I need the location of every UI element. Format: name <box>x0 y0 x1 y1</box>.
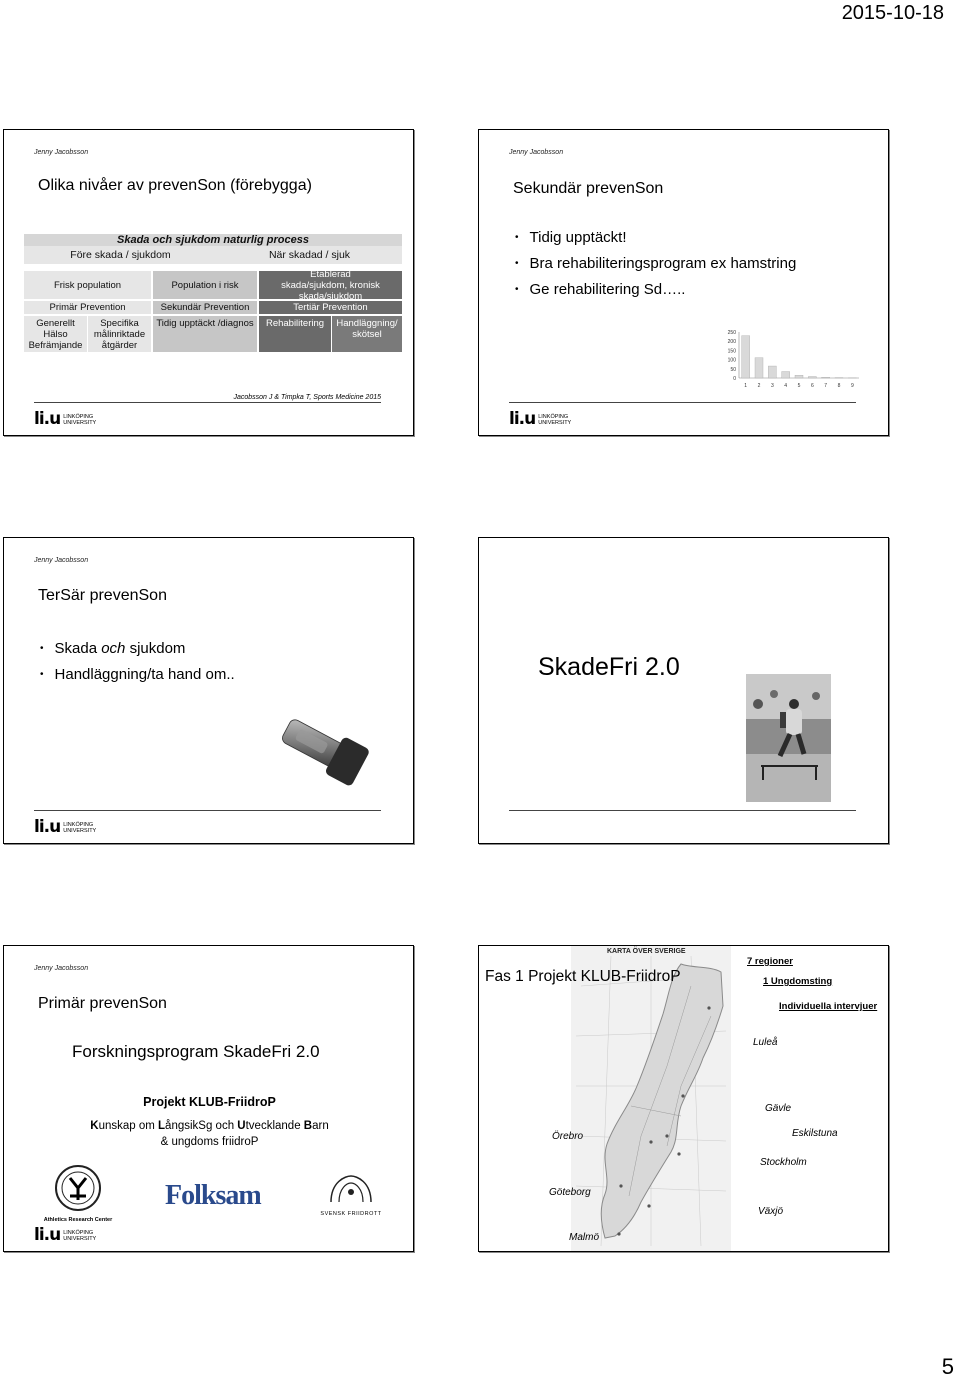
svff-logo-text: SVENSK FRIIDROTT <box>320 1211 382 1217</box>
x-tick-label: 6 <box>810 383 814 389</box>
bar <box>808 377 816 378</box>
city-label-orebro: Örebro <box>552 1131 584 1142</box>
liu-logo-text: UNIVERSITY <box>538 420 572 426</box>
bullet-text: Skada <box>54 640 102 657</box>
y-tick-label: 0 <box>733 376 736 382</box>
liu-logo <box>509 411 571 427</box>
desc-text: unskap om <box>98 1120 159 1132</box>
bar <box>755 358 763 378</box>
city-label-stockholm: Stockholm <box>760 1157 807 1168</box>
slide-author: Jenny Jacobsson <box>509 149 564 156</box>
slide-tertiary-prevention <box>3 537 414 844</box>
footer-line <box>509 810 856 811</box>
svff-emblem-icon <box>325 1172 377 1206</box>
x-tick-label: 3 <box>770 383 774 389</box>
x-tick-label: 1 <box>744 383 748 389</box>
bullet-item: • Tidig upptäckt! <box>515 226 796 252</box>
cell-rehabilitation: Rehabilitering <box>259 316 331 352</box>
cell-healthy-population: Frisk population <box>24 271 151 299</box>
desc-letter: B <box>303 1120 313 1132</box>
footer-line <box>34 402 381 403</box>
slide-title: Olika nivåer av prevenSon (förebygga) <box>38 177 312 194</box>
slide-title: Primär prevenSon <box>38 995 167 1012</box>
x-tick-label: 4 <box>784 383 788 389</box>
cell-early-detection: Tidig upptäckt /diagnos <box>153 316 257 352</box>
slide-secondary-prevention <box>478 129 889 436</box>
folksam-logo: Folksam <box>165 1180 261 1211</box>
cell-established-injury: Etablerad skada/sjukdom, kronisk skada/sjukdom <box>259 271 402 299</box>
project-description <box>4 1118 414 1150</box>
desc-text: ångsikSg och <box>165 1120 238 1132</box>
liu-logo-text: LINKÖPING <box>63 414 94 420</box>
desc-letter: L <box>158 1120 166 1132</box>
x-tick-label: 7 <box>824 383 828 389</box>
project-title: Projekt KLUB-FriidroP <box>143 1095 276 1109</box>
map-title: KARTA ÖVER SVERIGE <box>607 948 686 955</box>
bullet-item: • Bra rehabiliteringsprogram ex hamstring <box>515 252 796 278</box>
page-number: 5 <box>941 1354 954 1379</box>
cell-general-health: Generellt Hälso Befrämjande <box>24 316 87 352</box>
desc-letter: K <box>90 1120 99 1132</box>
slide-phase1-klub <box>478 945 889 1252</box>
liu-logo-mark: li.u <box>509 409 536 429</box>
liu-logo-text: LINKÖPING <box>538 414 569 420</box>
bar <box>742 336 750 378</box>
desc-text: arn <box>312 1120 329 1132</box>
liu-logo <box>34 411 96 427</box>
liu-logo-mark: li.u <box>34 409 61 429</box>
city-label-vaxjo: Växjö <box>758 1206 784 1217</box>
slide-primary-prevention <box>3 945 414 1252</box>
slide-prevention-levels <box>3 129 414 436</box>
arc-seal-icon <box>52 1164 104 1212</box>
desc-text: & ungdoms friidroP <box>160 1136 259 1148</box>
desc-text: tvecklande <box>245 1120 304 1132</box>
liu-logo-text: UNIVERSITY <box>63 1236 97 1242</box>
liu-logo-text: UNIVERSITY <box>63 828 97 834</box>
liu-logo-mark: li.u <box>34 1225 61 1245</box>
cell-management: Handläggning/ skötsel <box>332 316 402 352</box>
injury-bar-chart <box>719 326 869 396</box>
slide-author: Jenny Jacobsson <box>34 965 89 972</box>
liu-logo-text: UNIVERSITY <box>63 420 97 426</box>
athletics-research-center-logo <box>40 1164 116 1223</box>
bullet-emphasis: och <box>101 640 126 657</box>
bar <box>795 375 803 378</box>
liu-logo-mark: li.u <box>34 817 61 837</box>
liu-logo-text: LINKÖPING <box>63 1230 94 1236</box>
y-tick-label: 250 <box>727 330 736 336</box>
season-note: 1 Ungdomsting <box>763 976 833 987</box>
city-label-goteborg: Göteborg <box>549 1187 591 1198</box>
cell-specific-measures: Specifika målinriktade åtgärder <box>88 316 151 352</box>
slide-author: Jenny Jacobsson <box>34 149 89 156</box>
x-tick-label: 2 <box>757 383 761 389</box>
y-tick-label: 100 <box>727 357 736 364</box>
bullet-text: sjukdom <box>125 640 186 657</box>
bar <box>768 366 776 378</box>
y-tick-label: 200 <box>727 339 736 346</box>
liu-logo <box>34 819 96 835</box>
bar <box>822 377 830 378</box>
desc-letter: U <box>237 1120 246 1132</box>
cell-when-injured: När skadad / sjuk <box>217 246 402 264</box>
prevention-level-table <box>24 234 402 352</box>
interviews-note: Individuella intervjuer <box>779 1001 878 1012</box>
svensk-friidrott-logo <box>316 1172 386 1217</box>
page-date: 2015-10-18 <box>841 2 944 24</box>
city-label-lulea: Luleå <box>753 1037 778 1048</box>
liu-logo <box>34 1227 96 1243</box>
cell-before-injury: Före skada / sjukdom <box>24 246 217 264</box>
slide-title: Fas 1 Projekt KLUB-FriidroP <box>485 968 681 985</box>
footer-line <box>509 402 856 403</box>
inhaler-image <box>272 708 382 798</box>
table-header: Skada och sjukdom naturlig process <box>24 234 402 246</box>
liu-logo-text: LINKÖPING <box>63 822 94 828</box>
x-tick-label: 8 <box>837 383 841 389</box>
slide-skadefri <box>478 537 889 844</box>
city-label-malmo: Malmö <box>569 1232 600 1243</box>
x-tick-label: 9 <box>850 383 854 389</box>
bullet-item: • Handläggning/ta hand om.. <box>40 663 235 689</box>
y-tick-label: 150 <box>727 348 736 355</box>
city-label-eskilstuna: Eskilstuna <box>792 1128 838 1139</box>
bullet-item <box>40 637 235 663</box>
footer-line <box>34 810 381 811</box>
bullet-list <box>515 226 796 304</box>
arc-logo-text: Athletics Research Center <box>43 1217 113 1223</box>
slide-title: TerSär prevenSon <box>38 587 167 604</box>
sweden-map <box>571 946 731 1252</box>
slide-title: Sekundär prevenSon <box>513 180 664 197</box>
y-tick-label: 50 <box>730 366 736 373</box>
bullet-list <box>40 637 235 689</box>
x-tick-label: 5 <box>797 383 801 389</box>
cell-risk-population: Population i risk <box>153 271 257 299</box>
slide-author: Jenny Jacobsson <box>34 557 89 564</box>
athlete-photo <box>746 674 831 802</box>
regions-note: 7 regioner <box>747 956 793 967</box>
bar <box>782 372 790 378</box>
slide-reference: Jacobsson J & Timpka T, Sports Medicine 2015 <box>233 394 381 401</box>
cell-tertiary-prevention: Tertiär Prevention <box>259 301 402 314</box>
slide-title: SkadeFri 2.0 <box>538 653 680 681</box>
cell-primary-prevention: Primär Prevention <box>24 301 151 314</box>
bullet-item: • Ge rehabilitering Sd….. <box>515 278 796 304</box>
city-label-gavle: Gävle <box>765 1103 792 1114</box>
cell-secondary-prevention: Sekundär Prevention <box>153 301 257 314</box>
program-title: Forskningsprogram SkadeFri 2.0 <box>72 1042 320 1061</box>
